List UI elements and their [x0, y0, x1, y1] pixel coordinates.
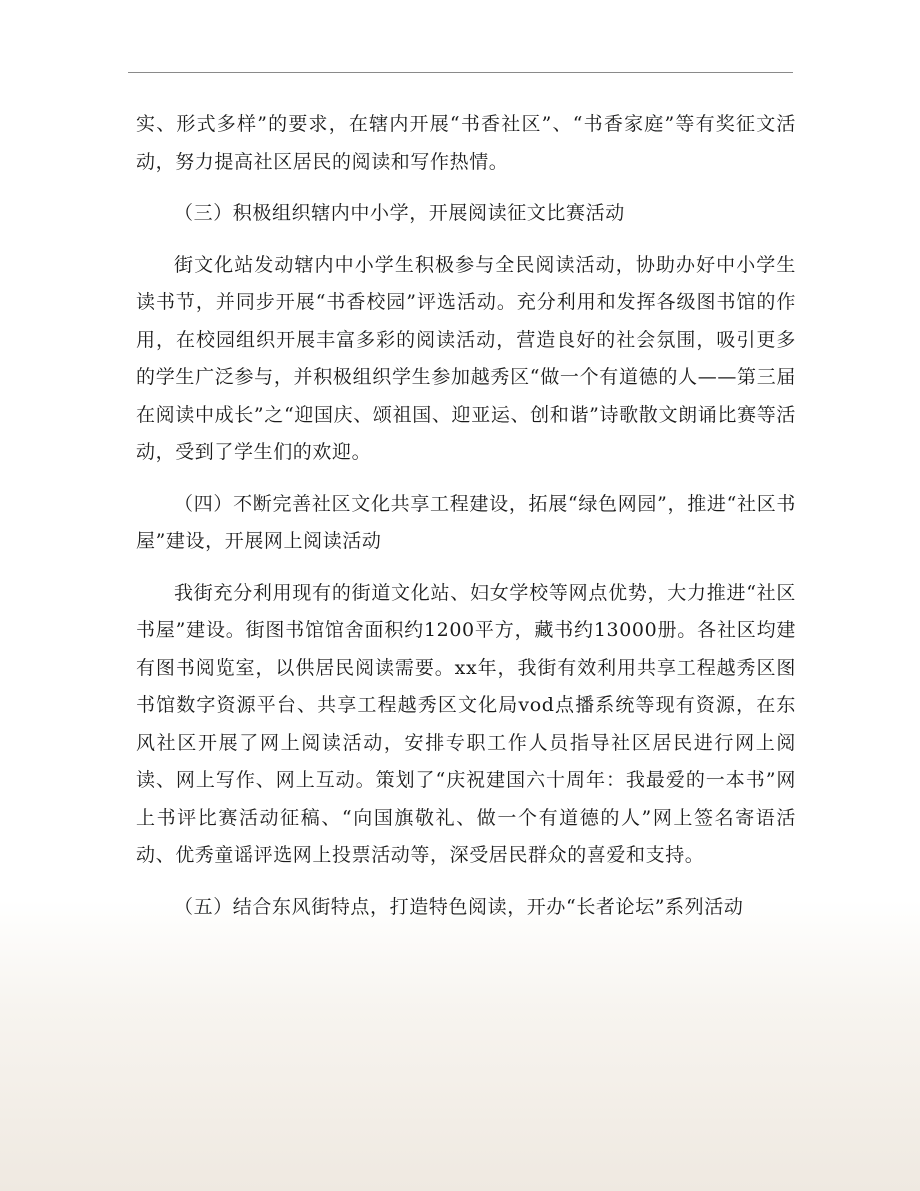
header-rule	[128, 72, 793, 73]
paragraph-section-3: 街文化站发动辖内中小学生积极参与全民阅读活动，协助办好中小学生读书节，并同步开展“书香校园”评选活动。充分利用和发挥各级图书馆的作用，在校园组织开展丰富多彩的阅读活动，营造良好的社会氛围，吸引更多的学生广泛参与，并积极组织学生参加越秀区“做一个有道德的人——第三届在阅读中成长”之“迎国庆、颂祖国、迎亚运、创和谐”诗歌散文朗诵比赛等活动，受到了学生们的欢迎。	[136, 253, 796, 463]
paragraph-section-4: 我街充分利用现有的街道文化站、妇女学校等网点优势，大力推进“社区书屋”建设。街图书馆馆舍面积约1200平方，藏书约13000册。各社区均建有图书阅览室，以供居民阅读需要。xx年，我街有效利用共享工程越秀区图书馆数字资源平台、共享工程越秀区文化局vod点播系统等现有资源，在东风社区开展了网上阅读活动，安排专职工作人员指导社区居民进行网上阅读、网上写作、网上互动。策划了“庆祝建国六十周年：我最爱的一本书”网上书评比赛活动征稿、“向国旗敬礼、做一个有道德的人”网上签名寄语活动、优秀童谣评选网上投票活动等，深受居民群众的喜爱和支持。	[136, 581, 796, 866]
section-heading-4: （四）不断完善社区文化共享工程建设，拓展“绿色网园”，推进“社区书屋”建设，开展网上阅读活动	[136, 492, 796, 552]
document-body	[136, 106, 796, 926]
section-heading-5: （五）结合东风街特点，打造特色阅读，开办“长者论坛”系列活动	[174, 895, 744, 918]
section-heading-3: （三）积极组织辖内中小学，开展阅读征文比赛活动	[174, 202, 625, 224]
paragraph-continuation: 实、形式多样”的要求，在辖内开展“书香社区”、“书香家庭”等有奖征文活动，努力提高社区居民的阅读和写作热情。	[136, 113, 796, 173]
